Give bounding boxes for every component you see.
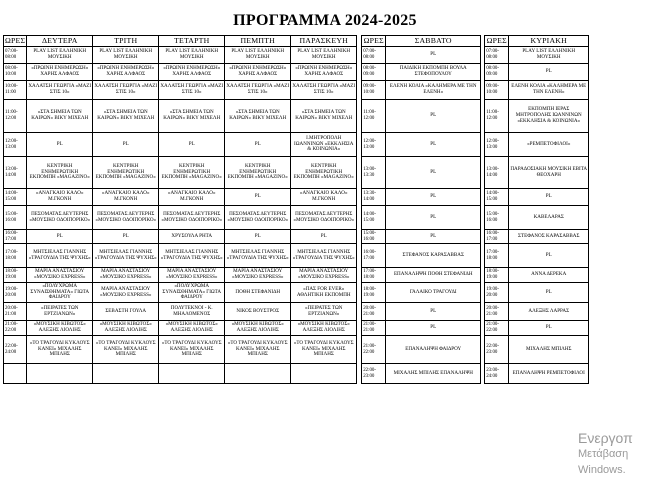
saturday-time-cell: 14:00-15:00: [362, 206, 386, 230]
table-row: [4, 81, 589, 100]
table-row: [4, 47, 589, 64]
program-cell-sat: ΠΑΙΔΙΚΗ ΕΚΠΟΜΠΗ ΒΟΥΛΑ ΣΤΕΦΟΠΟΥΛΟΥ: [386, 64, 481, 81]
program-cell-mon: ΜΑΡΙΑ ΑΝΑΣΤΑΣΙΟΥ «ΜΟΥΣΙΚΟ EXPRESS»: [27, 268, 93, 283]
header-friday: ΠΑΡΑΣΚΕΥΗ: [291, 36, 357, 47]
table-row: [4, 206, 589, 230]
program-cell-wed: «ΠΡΩΙΝΗ ΕΝΗΜΕΡΩΣΗ» ΧΑΡΗΣ ΑΛΦΑΟΣ: [159, 64, 225, 81]
watermark-line: Ενεργοπ: [578, 430, 633, 446]
program-cell-tue: PL: [93, 230, 159, 244]
program-cell-tue: ΚΕΝΤΡΙΚΗ ΕΝΗΜΕΡΩΤΙΚΗ ΕΚΠΟΜΠΗ «MAGAZINO»: [93, 157, 159, 189]
program-cell-wed: ΧΑΛΑΤΣΗ ΓΕΩΡΓΙΑ «ΜΑΖΙ ΣΤΙΣ 10»: [159, 81, 225, 100]
program-cell-sat: PL: [386, 230, 481, 244]
program-cell-wed: [159, 364, 225, 384]
program-cell-tue: PLAY LIST ΕΛΛΗΝΙΚΗ ΜΟΥΣΙΚΗ: [93, 47, 159, 64]
program-cell-sun: PLAY LIST ΕΛΛΗΝΙΚΗ ΜΟΥΣΙΚΗ: [509, 47, 589, 64]
table-row: [4, 336, 589, 364]
weekday-time-cell: 22:00-24:00: [4, 336, 27, 364]
program-cell-fri: «ΑΝΑΓΚΑΙΟ ΚΑΛΟ» Μ.ΓΚΟΝΗ: [291, 189, 357, 206]
table-row: [4, 283, 589, 303]
saturday-time-cell: 16:00-17:00: [362, 244, 386, 268]
header-hours-saturday: ΩΡΕΣ: [363, 35, 384, 45]
program-cell-tue: «ΤΟ ΤΡΑΓΟΥΔΙ ΚΥΚΛΟΥΣ ΚΑΝΕΙ» ΜΙΧΑΛΗΣ ΜΠΙΛΗΣ: [93, 336, 159, 364]
weekday-time-cell: 19:00-20:00: [4, 283, 27, 303]
program-cell-thu: PL: [225, 230, 291, 244]
program-cell-mon: ΧΑΛΑΤΣΗ ΓΕΩΡΓΙΑ «ΜΑΖΙ ΣΤΙΣ 10»: [27, 81, 93, 100]
program-cell-sun: ΕΚΠΟΜΠΗ ΙΕΡΑΣ ΜΗΤΡΟΠΟΛΗΣ ΙΩΑΝΝΙΝΩΝ «ΕΚΚΛΗΣΙΑ & ΚΟΙΝΩΝΙΑ»: [509, 100, 589, 133]
program-cell-sat: PL: [386, 189, 481, 206]
program-cell-sun: PL: [509, 64, 589, 81]
sunday-time-cell: 16:00-17:00: [485, 230, 509, 244]
weekday-time-cell: 15:00-16:00: [4, 206, 27, 230]
program-cell-wed: ΧΡΥΣΟΥΛΑ ΡΗΤΑ: [159, 230, 225, 244]
saturday-time-cell: 18:00-19:00: [362, 283, 386, 303]
header-hours-sunday: ΩΡΕΣ: [486, 35, 507, 45]
weekday-time-cell: 12:00-13:00: [4, 133, 27, 157]
watermark-line: Μετάβαση: [578, 448, 629, 460]
sunday-time-cell: 09:00-10:00: [485, 81, 509, 100]
saturday-time-cell: 13:00-13:30: [362, 157, 386, 189]
program-cell-thu: «ΜΟΥΣΙΚΗ ΚΙΒΩΤΟΣ» ΑΛΕΞΗΣ ΛΙΟΛΙΗΣ: [225, 321, 291, 336]
program-cell-wed: ΠΕΣΟΜΑΤΑΣ ΔΕΥΤΕΡΗΣ «ΜΟΥΣΙΚΟ ΟΔΟΙΠΟΡΙΚΟ»: [159, 206, 225, 230]
weekday-time-cell: 07:00-08:00: [4, 47, 27, 64]
program-cell-fri: ΚΕΝΤΡΙΚΗ ΕΝΗΜΕΡΩΤΙΚΗ ΕΚΠΟΜΠΗ «MAGAZINO»: [291, 157, 357, 189]
program-cell-sun: PL: [509, 321, 589, 336]
program-cell-fri: [291, 364, 357, 384]
program-cell-fri: ΜΑΡΙΑ ΑΝΑΣΤΑΣΙΟΥ «ΜΟΥΣΙΚΟ EXPRESS»: [291, 268, 357, 283]
program-cell-fri: ΜΗΤΣΙΕΛΑΣ ΓΙΑΝΝΗΣ «ΤΡΑΓΟΥΔΙΑ ΤΗΣ ΨΥΧΗΣ»: [291, 244, 357, 268]
program-cell-mon: ΜΗΤΣΙΕΛΑΣ ΓΙΑΝΝΗΣ «ΤΡΑΓΟΥΔΙΑ ΤΗΣ ΨΥΧΗΣ»: [27, 244, 93, 268]
table-row: [4, 321, 589, 336]
sunday-time-cell: 23:00-24:00: [485, 364, 509, 384]
program-cell-wed: ΠΟΛΥΤΕΚΝΟΙ - Κ. ΜΗΑΛΟΜΕΝΟΣ: [159, 303, 225, 321]
header-sunday: ΚΥΡΙΑΚΗ: [509, 36, 589, 47]
program-cell-sun: ΠΑΡΑΔΟΣΙΑΚΗ ΜΟΥΣΙΚΗ ΕΒΙΤΑ ΘΕΟΧΑΡΗ: [509, 157, 589, 189]
table-row: [4, 133, 589, 157]
program-cell-tue: ΜΗΤΣΙΕΛΑΣ ΓΙΑΝΝΗΣ «ΤΡΑΓΟΥΔΙΑ ΤΗΣ ΨΥΧΗΣ»: [93, 244, 159, 268]
program-cell-thu: ΠΟΘΗ ΣΤΕΦΑΝΙΔΗ: [225, 283, 291, 303]
program-cell-thu: PL: [225, 189, 291, 206]
sunday-time-cell: 11:00-12:00: [485, 100, 509, 133]
program-cell-sat: PL: [386, 303, 481, 321]
saturday-time-cell: 17:00-18:00: [362, 268, 386, 283]
sunday-time-cell: 14:00-15:00: [485, 189, 509, 206]
header-wednesday: ΤΕΤΑΡΤΗ: [159, 36, 225, 47]
program-cell-fri: «ΠΕΙΡΑΤΕΣ ΤΩΝ ΕΡΤΖΙΑΝΩΝ»: [291, 303, 357, 321]
sunday-time-cell: 07:00-08:00: [485, 47, 509, 64]
windows-activation-watermark: [578, 430, 633, 478]
program-cell-fri: PL: [291, 230, 357, 244]
program-cell-sun: PL: [509, 283, 589, 303]
header-thursday: ΠΕΜΠΤΗ: [225, 36, 291, 47]
program-cell-mon: «ΤΟ ΤΡΑΓΟΥΔΙ ΚΥΚΛΟΥΣ ΚΑΝΕΙ» ΜΙΧΑΛΗΣ ΜΠΙΛΗΣ: [27, 336, 93, 364]
sunday-time-cell: 21:00-22:00: [485, 321, 509, 336]
sunday-time-cell: 22:00-23:00: [485, 336, 509, 364]
program-cell-fri: «ΠΑΣ FOR EVER» ΑΘΛΗΤΙΚΗ ΕΚΠΟΜΠΗ: [291, 283, 357, 303]
program-cell-thu: «ΣΤΑ ΣΗΜΕΙΑ ΤΩΝ ΚΑΙΡΩΝ» ΒΙΚΥ ΜΙΧΕΛΗ: [225, 100, 291, 133]
program-cell-sun: ΣΤΕΦΑΝΟΣ ΚΑΡΑΣΑΒΒΑΣ: [509, 230, 589, 244]
weekday-time-cell: 13:00-14:00: [4, 157, 27, 189]
program-cell-tue: «ΜΟΥΣΙΚΗ ΚΙΒΩΤΟΣ» ΑΛΕΞΗΣ ΛΙΟΛΙΗΣ: [93, 321, 159, 336]
program-cell-sat: ΓΑΛΑΙΚΟ ΤΡΑΓΟΥΔΙ: [386, 283, 481, 303]
program-cell-wed: ΜΑΡΙΑ ΑΝΑΣΤΑΣΙΟΥ «ΜΟΥΣΙΚΟ EXPRESS»: [159, 268, 225, 283]
watermark-line: Windows.: [578, 464, 626, 476]
header-row: [4, 36, 589, 47]
program-cell-wed: «ΠΟΛΥΧΡΩΜΑ ΣΥΝΑΙΣΘΗΜΑΤΑ» ΓΙΩΤΑ ΦΑΙΔΡΟΥ: [159, 283, 225, 303]
program-cell-tue: PL: [93, 133, 159, 157]
program-cell-wed: «ΤΟ ΤΡΑΓΟΥΔΙ ΚΥΚΛΟΥΣ ΚΑΝΕΙ» ΜΙΧΑΛΗΣ ΜΠΙΛΗΣ: [159, 336, 225, 364]
program-cell-mon: «ΠΡΩΙΝΗ ΕΝΗΜΕΡΩΣΗ» ΧΑΡΗΣ ΑΛΦΑΟΣ: [27, 64, 93, 81]
saturday-time-cell: 21:00-22:00: [362, 336, 386, 364]
program-cell-mon: «ΜΟΥΣΙΚΗ ΚΙΒΩΤΟΣ» ΑΛΕΞΗΣ ΛΙΟΛΙΗΣ: [27, 321, 93, 336]
program-cell-fri: «ΤΟ ΤΡΑΓΟΥΔΙ ΚΥΚΛΟΥΣ ΚΑΝΕΙ» ΜΙΧΑΛΗΣ ΜΠΙΛΗΣ: [291, 336, 357, 364]
weekday-time-cell: 18:00-19:00: [4, 268, 27, 283]
saturday-time-cell: 12:00-13:00: [362, 133, 386, 157]
program-cell-sat: PL: [386, 47, 481, 64]
program-cell-sun: «ΡΕΜΠΕΤΟΦΙΛΟΙ»: [509, 133, 589, 157]
table-row: [4, 100, 589, 133]
program-cell-mon: PL: [27, 133, 93, 157]
header-hours: ΩΡΕΣ: [5, 35, 26, 45]
program-cell-sat: ΕΛΕΝΗ ΚΟΛΙΑ «ΚΑΛΗΜΕΡΑ ΜΕ ΤΗΝ ΕΛΕΝΗ»: [386, 81, 481, 100]
sunday-time-cell: 17:00-18:00: [485, 244, 509, 268]
program-cell-tue: ΣΕΒΑΣΤΗ ΓΟΥΛΑ: [93, 303, 159, 321]
program-cell-tue: ΠΕΣΟΜΑΤΑΣ ΔΕΥΤΕΡΗΣ «ΜΟΥΣΙΚΟ ΟΔΟΙΠΟΡΙΚΟ»: [93, 206, 159, 230]
weekday-time-cell: 17:00-18:00: [4, 244, 27, 268]
table-row: [4, 189, 589, 206]
program-cell-tue: «ΑΝΑΓΚΑΙΟ ΚΑΛΟ» Μ.ΓΚΟΝΗ: [93, 189, 159, 206]
program-cell-sat: PL: [386, 133, 481, 157]
weekday-time-cell: 20:00-21:00: [4, 303, 27, 321]
saturday-time-cell: 20:00-21:00: [362, 303, 386, 321]
table-row: [4, 303, 589, 321]
sunday-time-cell: 20:00-21:00: [485, 303, 509, 321]
program-cell-thu: «ΠΡΩΙΝΗ ΕΝΗΜΕΡΩΣΗ» ΧΑΡΗΣ ΑΛΦΑΟΣ: [225, 64, 291, 81]
program-cell-sat: ΕΠΑΝΑΛΗΨΗ ΠΟΘΗ ΣΤΕΦΑΝΙΔΗ: [386, 268, 481, 283]
saturday-time-cell: 13:30-14:00: [362, 189, 386, 206]
program-cell-mon: [27, 364, 93, 384]
weekday-time-cell: [4, 364, 27, 384]
program-cell-thu: [225, 364, 291, 384]
program-cell-thu: ΜΑΡΙΑ ΑΝΑΣΤΑΣΙΟΥ «ΜΟΥΣΙΚΟ EXPRESS»: [225, 268, 291, 283]
sunday-time-cell: 18:00-19:00: [485, 268, 509, 283]
saturday-time-cell: 08:00-09:00: [362, 64, 386, 81]
program-cell-wed: PLAY LIST ΕΛΛΗΝΙΚΗ ΜΟΥΣΙΚΗ: [159, 47, 225, 64]
saturday-time-cell: 22:00-23:00: [362, 364, 386, 384]
program-cell-sun: PL: [509, 189, 589, 206]
program-cell-sat: PL: [386, 100, 481, 133]
program-cell-tue: [93, 364, 159, 384]
program-cell-sat: ΣΤΕΦΑΝΟΣ ΚΑΡΑΣΑΒΒΑΣ: [386, 244, 481, 268]
table-row: [4, 64, 589, 81]
program-cell-fri: ΠΕΣΟΜΑΤΑΣ ΔΕΥΤΕΡΗΣ «ΜΟΥΣΙΚΟ ΟΔΟΙΠΟΡΙΚΟ»: [291, 206, 357, 230]
program-cell-thu: ΧΑΛΑΤΣΗ ΓΕΩΡΓΙΑ «ΜΑΖΙ ΣΤΙΣ 10»: [225, 81, 291, 100]
program-cell-wed: «ΜΟΥΣΙΚΗ ΚΙΒΩΤΟΣ» ΑΛΕΞΗΣ ΛΙΟΛΙΗΣ: [159, 321, 225, 336]
program-cell-thu: «ΤΟ ΤΡΑΓΟΥΔΙ ΚΥΚΛΟΥΣ ΚΑΝΕΙ» ΜΙΧΑΛΗΣ ΜΠΙΛΗΣ: [225, 336, 291, 364]
program-cell-mon: «ΣΤΑ ΣΗΜΕΙΑ ΤΩΝ ΚΑΙΡΩΝ» ΒΙΚΥ ΜΙΧΕΛΗ: [27, 100, 93, 133]
program-cell-tue: ΜΑΡΙΑ ΑΝΑΣΤΑΣΙΟΥ «ΜΟΥΣΙΚΟ EXPRESS»: [93, 268, 159, 283]
weekday-time-cell: 11:00-12:00: [4, 100, 27, 133]
saturday-time-cell: 15:00-16:00: [362, 230, 386, 244]
program-cell-sat: PL: [386, 321, 481, 336]
sunday-time-cell: 13:00-14:00: [485, 157, 509, 189]
program-cell-tue: «ΠΡΩΙΝΗ ΕΝΗΜΕΡΩΣΗ» ΧΑΡΗΣ ΑΛΦΑΟΣ: [93, 64, 159, 81]
saturday-time-cell: 21:00-21:00: [362, 321, 386, 336]
program-cell-tue: ΧΑΛΑΤΣΗ ΓΕΩΡΓΙΑ «ΜΑΖΙ ΣΤΙΣ 10»: [93, 81, 159, 100]
program-cell-fri: PLAY LIST ΕΛΛΗΝΙΚΗ ΜΟΥΣΙΚΗ: [291, 47, 357, 64]
program-cell-sun: ΕΠΑΝΑΛΗΨΗ ΡΕΜΠΕΤΟΦΙΛΟΙ: [509, 364, 589, 384]
weekday-time-cell: 21:00-22:00: [4, 321, 27, 336]
program-cell-sat: ΕΠΑΝΑΛΗΨΗ ΦΑΙΔΡΟΥ: [386, 336, 481, 364]
saturday-time-cell: 11:00-12:00: [362, 100, 386, 133]
program-cell-mon: PLAY LIST ΕΛΛΗΝΙΚΗ ΜΟΥΣΙΚΗ: [27, 47, 93, 64]
header-saturday: ΣΑΒΒΑΤΟ: [386, 36, 481, 47]
program-cell-thu: PLAY LIST ΕΛΛΗΝΙΚΗ ΜΟΥΣΙΚΗ: [225, 47, 291, 64]
weekday-time-cell: 16:00-17:00: [4, 230, 27, 244]
program-cell-sun: ΜΙΧΑΛΗΣ ΜΠΙΛΗΣ: [509, 336, 589, 364]
header-monday: ΔΕΥΤΕΡΑ: [27, 36, 93, 47]
program-cell-wed: PL: [159, 133, 225, 157]
weekday-time-cell: 10:00-11:00: [4, 81, 27, 100]
sunday-time-cell: 19:00-20:00: [485, 283, 509, 303]
program-cell-thu: ΚΕΝΤΡΙΚΗ ΕΝΗΜΕΡΩΤΙΚΗ ΕΚΠΟΜΠΗ «MAGAZINO»: [225, 157, 291, 189]
program-cell-sun: ΑΝΝΑ ΔΕΡΕΚΑ: [509, 268, 589, 283]
program-cell-fri: «ΠΡΩΙΝΗ ΕΝΗΜΕΡΩΣΗ» ΧΑΡΗΣ ΑΛΦΑΟΣ: [291, 64, 357, 81]
program-cell-wed: ΚΕΝΤΡΙΚΗ ΕΝΗΜΕΡΩΤΙΚΗ ΕΚΠΟΜΠΗ «MAGAZINO»: [159, 157, 225, 189]
program-cell-wed: «ΑΝΑΓΚΑΙΟ ΚΑΛΟ» Μ.ΓΚΟΝΗ: [159, 189, 225, 206]
saturday-time-cell: 07:00-08:00: [362, 47, 386, 64]
program-cell-thu: ΠΕΣΟΜΑΤΑΣ ΔΕΥΤΕΡΗΣ «ΜΟΥΣΙΚΟ ΟΔΟΙΠΟΡΙΚΟ»: [225, 206, 291, 230]
weekday-time-cell: 08:00-10:00: [4, 64, 27, 81]
program-cell-mon: «ΠΕΙΡΑΤΕΣ ΤΩΝ ΕΡΤΖΙΑΝΩΝ»: [27, 303, 93, 321]
sunday-time-cell: 12:00-13:00: [485, 133, 509, 157]
program-cell-mon: «ΑΝΑΓΚΑΙΟ ΚΑΛΟ» Μ.ΓΚΟΝΗ: [27, 189, 93, 206]
program-cell-thu: ΜΗΤΣΙΕΛΑΣ ΓΙΑΝΝΗΣ «ΤΡΑΓΟΥΔΙΑ ΤΗΣ ΨΥΧΗΣ»: [225, 244, 291, 268]
program-cell-sun: ΕΛΕΝΗ ΚΟΛΙΑ «ΚΑΛΗΜΕΡΑ ΜΕ ΤΗΝ ΕΛΕΝΗ»: [509, 81, 589, 100]
sunday-time-cell: 15:00-16:00: [485, 206, 509, 230]
program-cell-tue: «ΣΤΑ ΣΗΜΕΙΑ ΤΩΝ ΚΑΙΡΩΝ» ΒΙΚΥ ΜΙΧΕΛΗ: [93, 100, 159, 133]
header-tuesday: ΤΡΙΤΗ: [93, 36, 159, 47]
table-row: [4, 244, 589, 268]
program-cell-sat: PL: [386, 206, 481, 230]
program-cell-fri: Ι.ΜΗΤΡΟΠΟΛΗ ΙΩΑΝΝΙΝΩΝ «ΕΚΚΛΗΣΙΑ & ΚΟΙΝΩΝΙΑ»: [291, 133, 357, 157]
table-row: [4, 230, 589, 244]
program-cell-wed: ΜΗΤΣΙΕΛΑΣ ΓΙΑΝΝΗΣ «ΤΡΑΓΟΥΔΙΑ ΤΗΣ ΨΥΧΗΣ»: [159, 244, 225, 268]
program-cell-wed: «ΣΤΑ ΣΗΜΕΙΑ ΤΩΝ ΚΑΙΡΩΝ» ΒΙΚΥ ΜΙΧΕΛΗ: [159, 100, 225, 133]
saturday-time-cell: 09:00-10:00: [362, 81, 386, 100]
program-cell-sun: ΚΑΒΕΛΑΡΑΣ: [509, 206, 589, 230]
page-title: ΠΡΟΓΡΑΜΜΑ 2024-2025: [233, 12, 417, 29]
schedule-table: [3, 35, 589, 384]
sunday-time-cell: 08:00-09:00: [485, 64, 509, 81]
program-cell-sat: ΜΙΧΑΛΗΣ ΜΠΙΛΗΣ ΕΠΑΝΑΛΗΨΗ: [386, 364, 481, 384]
program-cell-sun: ΑΛΕΞΗΣ ΛΑΡΡΑΣ: [509, 303, 589, 321]
program-cell-fri: «ΣΤΑ ΣΗΜΕΙΑ ΤΩΝ ΚΑΙΡΩΝ» ΒΙΚΥ ΜΙΧΕΛΗ: [291, 100, 357, 133]
weekday-time-cell: 14:00-15:00: [4, 189, 27, 206]
program-cell-sun: PL: [509, 244, 589, 268]
program-cell-thu: ΝΙΚΟΣ ΒΟΥΣΤΡΟΣ: [225, 303, 291, 321]
table-row: [4, 268, 589, 283]
program-cell-fri: «ΜΟΥΣΙΚΗ ΚΙΒΩΤΟΣ» ΑΛΕΞΗΣ ΛΙΟΛΙΗΣ: [291, 321, 357, 336]
schedule-body: [4, 47, 589, 384]
program-cell-fri: ΧΑΛΑΤΣΗ ΓΕΩΡΓΙΑ «ΜΑΖΙ ΣΤΙΣ 10»: [291, 81, 357, 100]
program-cell-tue: ΜΑΡΙΑ ΑΝΑΣΤΑΣΙΟΥ «ΜΟΥΣΙΚΟ EXPRESS»: [93, 283, 159, 303]
program-cell-mon: ΠΕΣΟΜΑΤΑΣ ΔΕΥΤΕΡΗΣ «ΜΟΥΣΙΚΟ ΟΔΟΙΠΟΡΙΚΟ»: [27, 206, 93, 230]
table-row: [4, 157, 589, 189]
program-cell-mon: ΚΕΝΤΡΙΚΗ ΕΝΗΜΕΡΩΤΙΚΗ ΕΚΠΟΜΠΗ «MAGAZINO»: [27, 157, 93, 189]
table-row: [4, 364, 589, 384]
program-cell-mon: PL: [27, 230, 93, 244]
program-cell-sat: PL: [386, 157, 481, 189]
program-cell-thu: PL: [225, 133, 291, 157]
program-cell-mon: «ΠΟΛΥΧΡΩΜΑ ΣΥΝΑΙΣΘΗΜΑΤΑ» ΓΙΩΤΑ ΦΑΙΔΡΟΥ: [27, 283, 93, 303]
